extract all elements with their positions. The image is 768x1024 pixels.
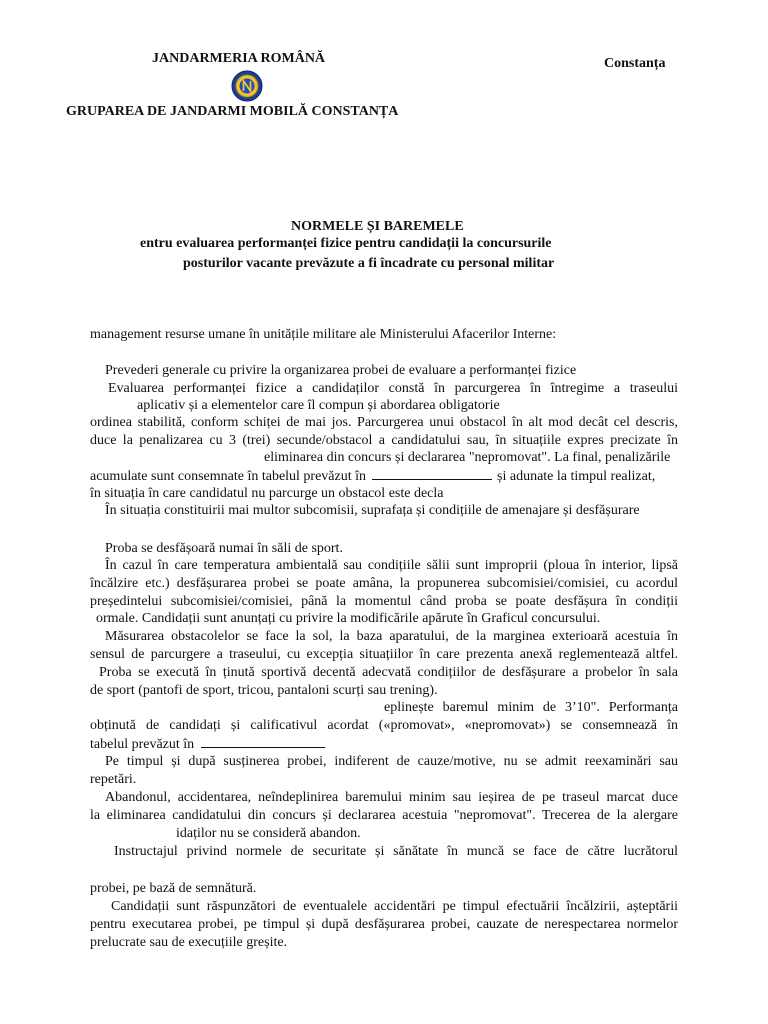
location: Constanța xyxy=(604,56,666,71)
body-text: acumulate sunt consemnate în tabelul prevăzut în xyxy=(90,469,367,484)
body-line: Evaluarea performanței fizice a candidaților constă în parcurgerea în întregime a traseului xyxy=(108,381,678,396)
body-line: eplinește baremul minim de 3’10". Performanța xyxy=(384,700,678,715)
body-line: Instructajul privind normele de securitate și sănătate în muncă se face de către lucrătorul xyxy=(114,844,678,859)
body-line-with-blank xyxy=(90,735,325,753)
body-line: Pe timpul și după susținerea probei, indiferent de cauze/motive, nu se admit reexaminări sau xyxy=(105,754,678,769)
body-line-with-blank xyxy=(90,467,655,485)
body-text: și adunate la timpul realizat, xyxy=(497,469,656,484)
body-line: management resurse umane în unitățile militare ale Ministerului Afacerilor Interne: xyxy=(90,327,557,342)
body-line: duce la penalizarea cu 3 (trei) secunde/obstacol a candidatului sau, în situațiile expres precizate în xyxy=(90,433,678,448)
body-line: Candidații sunt răspunzători de eventualele accidentări pe timpul efectuării încălzirii, așteptării xyxy=(111,899,678,914)
fill-in-blank xyxy=(201,735,325,748)
body-line: Măsurarea obstacolelor se face la sol, la baza aparatului, de la marginea exterioară acestuia în xyxy=(105,629,678,644)
body-line: obținută de candidați și calificativul acordat («promovat», «nepromovat») se consemnează în xyxy=(90,718,678,733)
body-line: repetări. xyxy=(90,772,137,787)
institution-name: JANDARMERIA ROMÂNĂ xyxy=(152,51,326,66)
body-line: Abandonul, accidentarea, neîndeplinirea baremului minim sau ieșirea de pe traseul marcat duce xyxy=(105,790,678,805)
body-line: aplicativ și a elementelor care îl compun și abordarea obligatorie xyxy=(137,398,500,413)
body-line: ordinea stabilită, conform schiței de mai jos. Parcurgerea unui obstacol în alt mod decât cel descris, xyxy=(90,415,678,430)
body-line: de sport (pantofi de sport, tricou, pantaloni scurți sau trening). xyxy=(90,683,438,698)
body-line: la eliminarea candidatului din concurs și declararea acestuia "nepromovat". Trecerea de la alergare xyxy=(90,808,678,823)
body-line: probei, pe bază de semnătură. xyxy=(90,881,257,896)
fill-in-blank xyxy=(372,467,492,480)
body-line: În cazul în care temperatura ambientală sau condițiile sălii sunt improprii (ploua în interior, lipsă xyxy=(105,558,678,573)
body-line: Proba se execută în ținută sportivă decentă adecvată condițiilor de desfășurare a probelor în sala xyxy=(99,665,678,680)
body-line: Proba se desfășoară numai în săli de sport. xyxy=(105,541,343,556)
body-line: prelucrate sau de execuțiile greșite. xyxy=(90,935,288,950)
body-line: sensul de parcurgere a traseului, cu excepția situațiilor în care prezenta anexă reglementează altfel. xyxy=(90,647,678,662)
document-subtitle-line1: entru evaluarea performanței fizice pentru candidații la concursurile xyxy=(140,236,552,251)
body-line: președintelui subcomisiei/comisiei, până la momentul când proba se poate desfășura în condiții xyxy=(90,594,678,609)
body-line: în situația în care candidatul nu parcurge un obstacol este decla xyxy=(90,486,444,501)
body-text: tabelul prevăzut în xyxy=(90,737,195,752)
body-line: pentru executarea probei, pe timpul și după desfășurarea probei, cauzate de nerespectarea normelor xyxy=(90,917,678,932)
document-title: NORMELE ȘI BAREMELE xyxy=(291,219,464,234)
gendarmerie-emblem-icon xyxy=(231,70,263,102)
body-line: ormale. Candidații sunt anunțați cu privire la modificările apărute în Graficul concursului. xyxy=(96,611,601,626)
document-subtitle-line2: posturilor vacante prevăzute a fi încadrate cu personal militar xyxy=(183,256,555,271)
unit-name: GRUPAREA DE JANDARMI MOBILĂ CONSTANȚA xyxy=(66,104,399,119)
body-line: încălzire etc.) desfășurarea probei se poate amâna, la propunerea subcomisiei/comisiei, cu acordul xyxy=(90,576,678,591)
section-heading: Prevederi generale cu privire la organizarea probei de evaluare a performanței fizice xyxy=(105,363,577,378)
body-line: eliminarea din concurs și declararea "nepromovat". La final, penalizările xyxy=(264,450,671,465)
body-line: idaților nu se consideră abandon. xyxy=(176,826,361,841)
body-line: În situația constituirii mai multor subcomisii, suprafața și condițiile de amenajare și desfășurare xyxy=(105,503,640,518)
